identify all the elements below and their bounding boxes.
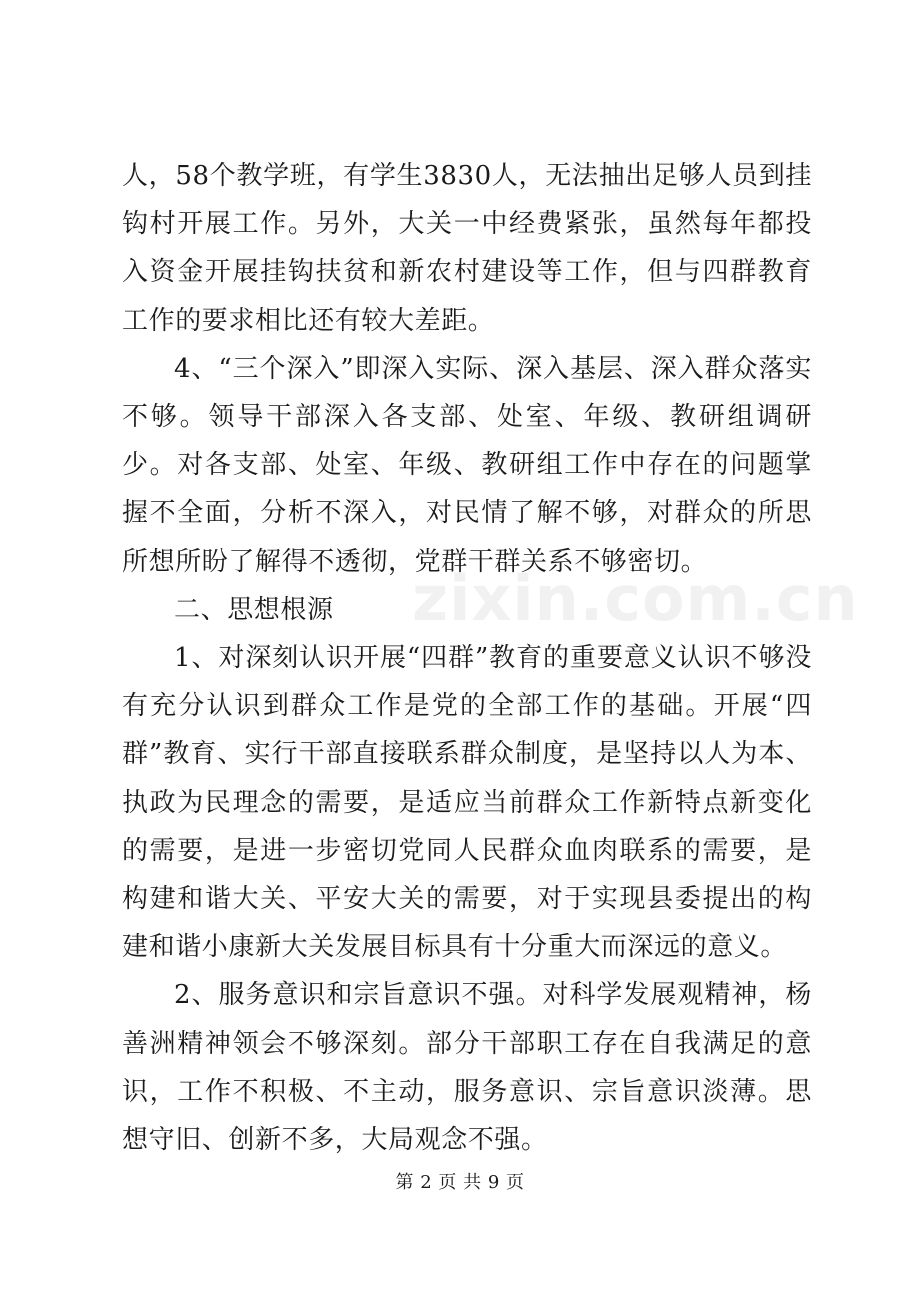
paragraph-three-deep-issue: 4、“三个深入”即深入实际、深入基层、深入群众落实不够。领导干部深入各支部、处室、年级、教研组调研少。对各支部、处室、年级、教研组工作中存在的问题掌握不全面，分析不深入，对民情了解不够，对群众的所思所想所盼了解得不透彻，党群干群关系不够密切。 [122,353,812,577]
paragraph-continuation: 人，58个教学班，有学生3830人，无法抽出足够人员到挂钩村开展工作。另外，大关一中经费紧张，虽然每年都投入资金开展挂钩扶贫和新农村建设等工作，但与四群教育工作的要求相比还有较大差距。 [122,161,812,336]
watermark: zixin.com.cn [412,562,859,635]
paragraph-understanding-issue: 1、对深刻认识开展“四群”教育的重要意义认识不够没有充分认识到群众工作是党的全部工作的基础。开展“四群”教育、实行干部直接联系群众制度，是坚持以人为本、执政为民理念的需要，是适应当前群众工作新特点新变化的需要，是进一步密切党同人民群众血肉联系的需要，是构建和谐大关、平安大关的需要，对于实现县委提出的构建和谐小康新大关发展目标具有十分重大而深远的意义。 [122,643,812,963]
section-heading-ideological-roots: 二、思想根源 [174,594,334,625]
paragraph-service-awareness-issue: 2、服务意识和宗旨意识不强。对科学发展观精神，杨善洲精神领会不够深刻。部分干部职工存在自我满足的意识，工作不积极、不主动，服务意识、宗旨意识淡薄。思想守旧、创新不多，大局观念不强。 [122,980,812,1156]
document-body [122,152,812,1164]
page-number-footer: 第 2 页 共 9 页 [395,1172,525,1193]
